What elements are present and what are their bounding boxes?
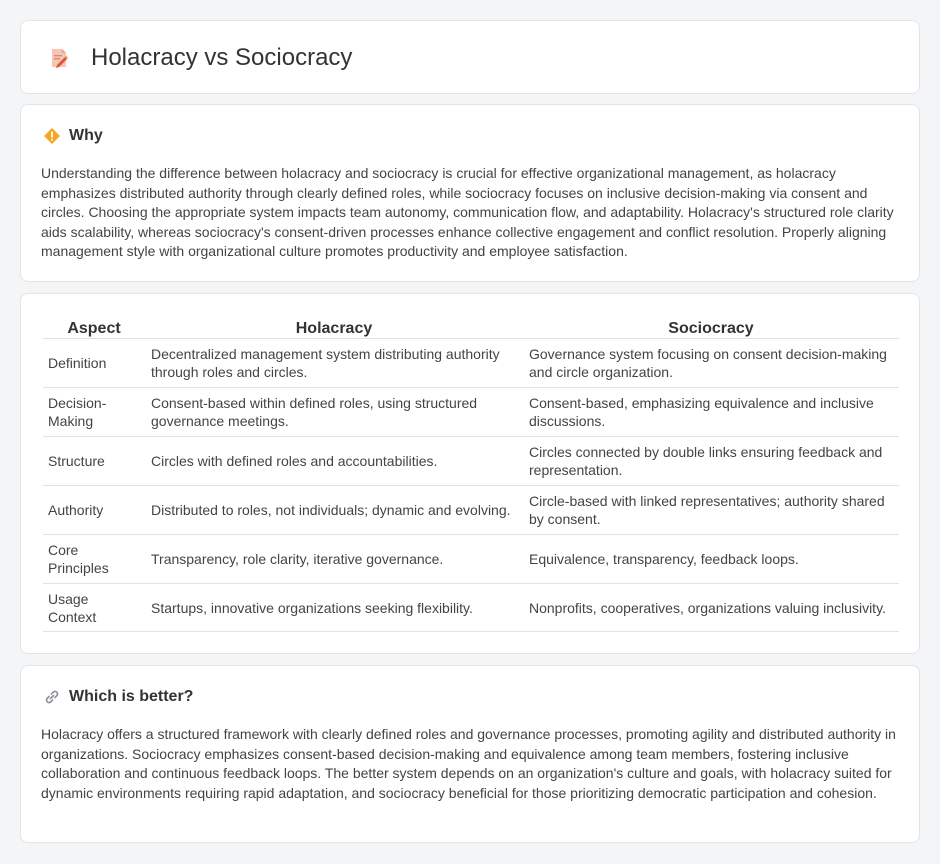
row-sociocracy: Circle-based with linked representatives; authority shared by consent. bbox=[523, 485, 899, 534]
better-card bbox=[20, 665, 920, 843]
row-aspect: Usage Context bbox=[43, 583, 145, 632]
table-row bbox=[43, 436, 899, 485]
link-icon bbox=[43, 688, 61, 706]
row-aspect: Structure bbox=[43, 436, 145, 485]
diamond-warning-icon bbox=[43, 127, 61, 145]
better-text: Holacracy offers a structured framework with clearly defined roles and governance processes, promoting agility and distributed authority in organizations. Sociocracy emphasizes consent-based decision-making and equivalence among team members, fostering inclusive collaboration and continuous feedback loops. The better system depends on an organization's culture and goals, with holacracy suited for dynamic environments requiring rapid adaptation, and sociocracy beneficial for those prioritizing democratic participation and cohesion. bbox=[41, 726, 896, 801]
row-holacracy: Decentralized management system distributing authority through roles and circles. bbox=[145, 338, 523, 387]
row-aspect: Decision-Making bbox=[43, 387, 145, 436]
table-row bbox=[43, 338, 899, 387]
row-holacracy: Circles with defined roles and accountabilities. bbox=[145, 436, 523, 485]
row-sociocracy: Nonprofits, cooperatives, organizations valuing inclusivity. bbox=[523, 583, 899, 632]
table-row bbox=[43, 534, 899, 583]
header-holacracy: Holacracy bbox=[295, 320, 373, 337]
table-row bbox=[43, 583, 899, 632]
row-holacracy: Consent-based within defined roles, using structured governance meetings. bbox=[145, 387, 523, 436]
row-aspect: Core Principles bbox=[43, 534, 145, 583]
row-holacracy: Startups, innovative organizations seeking flexibility. bbox=[145, 583, 523, 632]
table-row bbox=[43, 485, 899, 534]
table-header-row bbox=[43, 314, 899, 338]
header-card bbox=[20, 20, 920, 94]
row-aspect: Authority bbox=[43, 485, 145, 534]
row-holacracy: Transparency, role clarity, iterative governance. bbox=[145, 534, 523, 583]
header-sociocracy: Sociocracy bbox=[668, 320, 754, 337]
row-sociocracy: Circles connected by double links ensuring feedback and representation. bbox=[523, 436, 899, 485]
row-aspect: Definition bbox=[43, 338, 145, 387]
table-row bbox=[43, 387, 899, 436]
header-aspect: Aspect bbox=[67, 320, 121, 337]
comparison-card bbox=[20, 293, 920, 654]
why-card bbox=[20, 104, 920, 282]
document-edit-icon bbox=[47, 46, 71, 70]
page-title: Holacracy vs Sociocracy bbox=[91, 44, 353, 71]
row-sociocracy: Governance system focusing on consent decision-making and circle organization. bbox=[523, 338, 899, 387]
row-sociocracy: Equivalence, transparency, feedback loops. bbox=[523, 534, 899, 583]
why-text: Understanding the difference between holacracy and sociocracy is crucial for effective organizational management, as holacracy emphasizes distributed authority through clearly defined roles, while sociocracy focuses on inclusive decision-making via consent and circles. Choosing the appropriate system impacts team autonomy, communication flow, and adaptability. Holacracy's structured role clarity aids scalability, whereas sociocracy's consent-driven processes enhance collective engagement and conflict resolution. Properly aligning management style with organizational culture promotes productivity and employee satisfaction. bbox=[41, 165, 894, 260]
row-sociocracy: Consent-based, emphasizing equivalence and inclusive discussions. bbox=[523, 387, 899, 436]
comparison-table bbox=[43, 314, 899, 632]
better-title: Which is better? bbox=[69, 688, 194, 705]
why-title: Why bbox=[69, 127, 103, 144]
row-holacracy: Distributed to roles, not individuals; dynamic and evolving. bbox=[145, 485, 523, 534]
